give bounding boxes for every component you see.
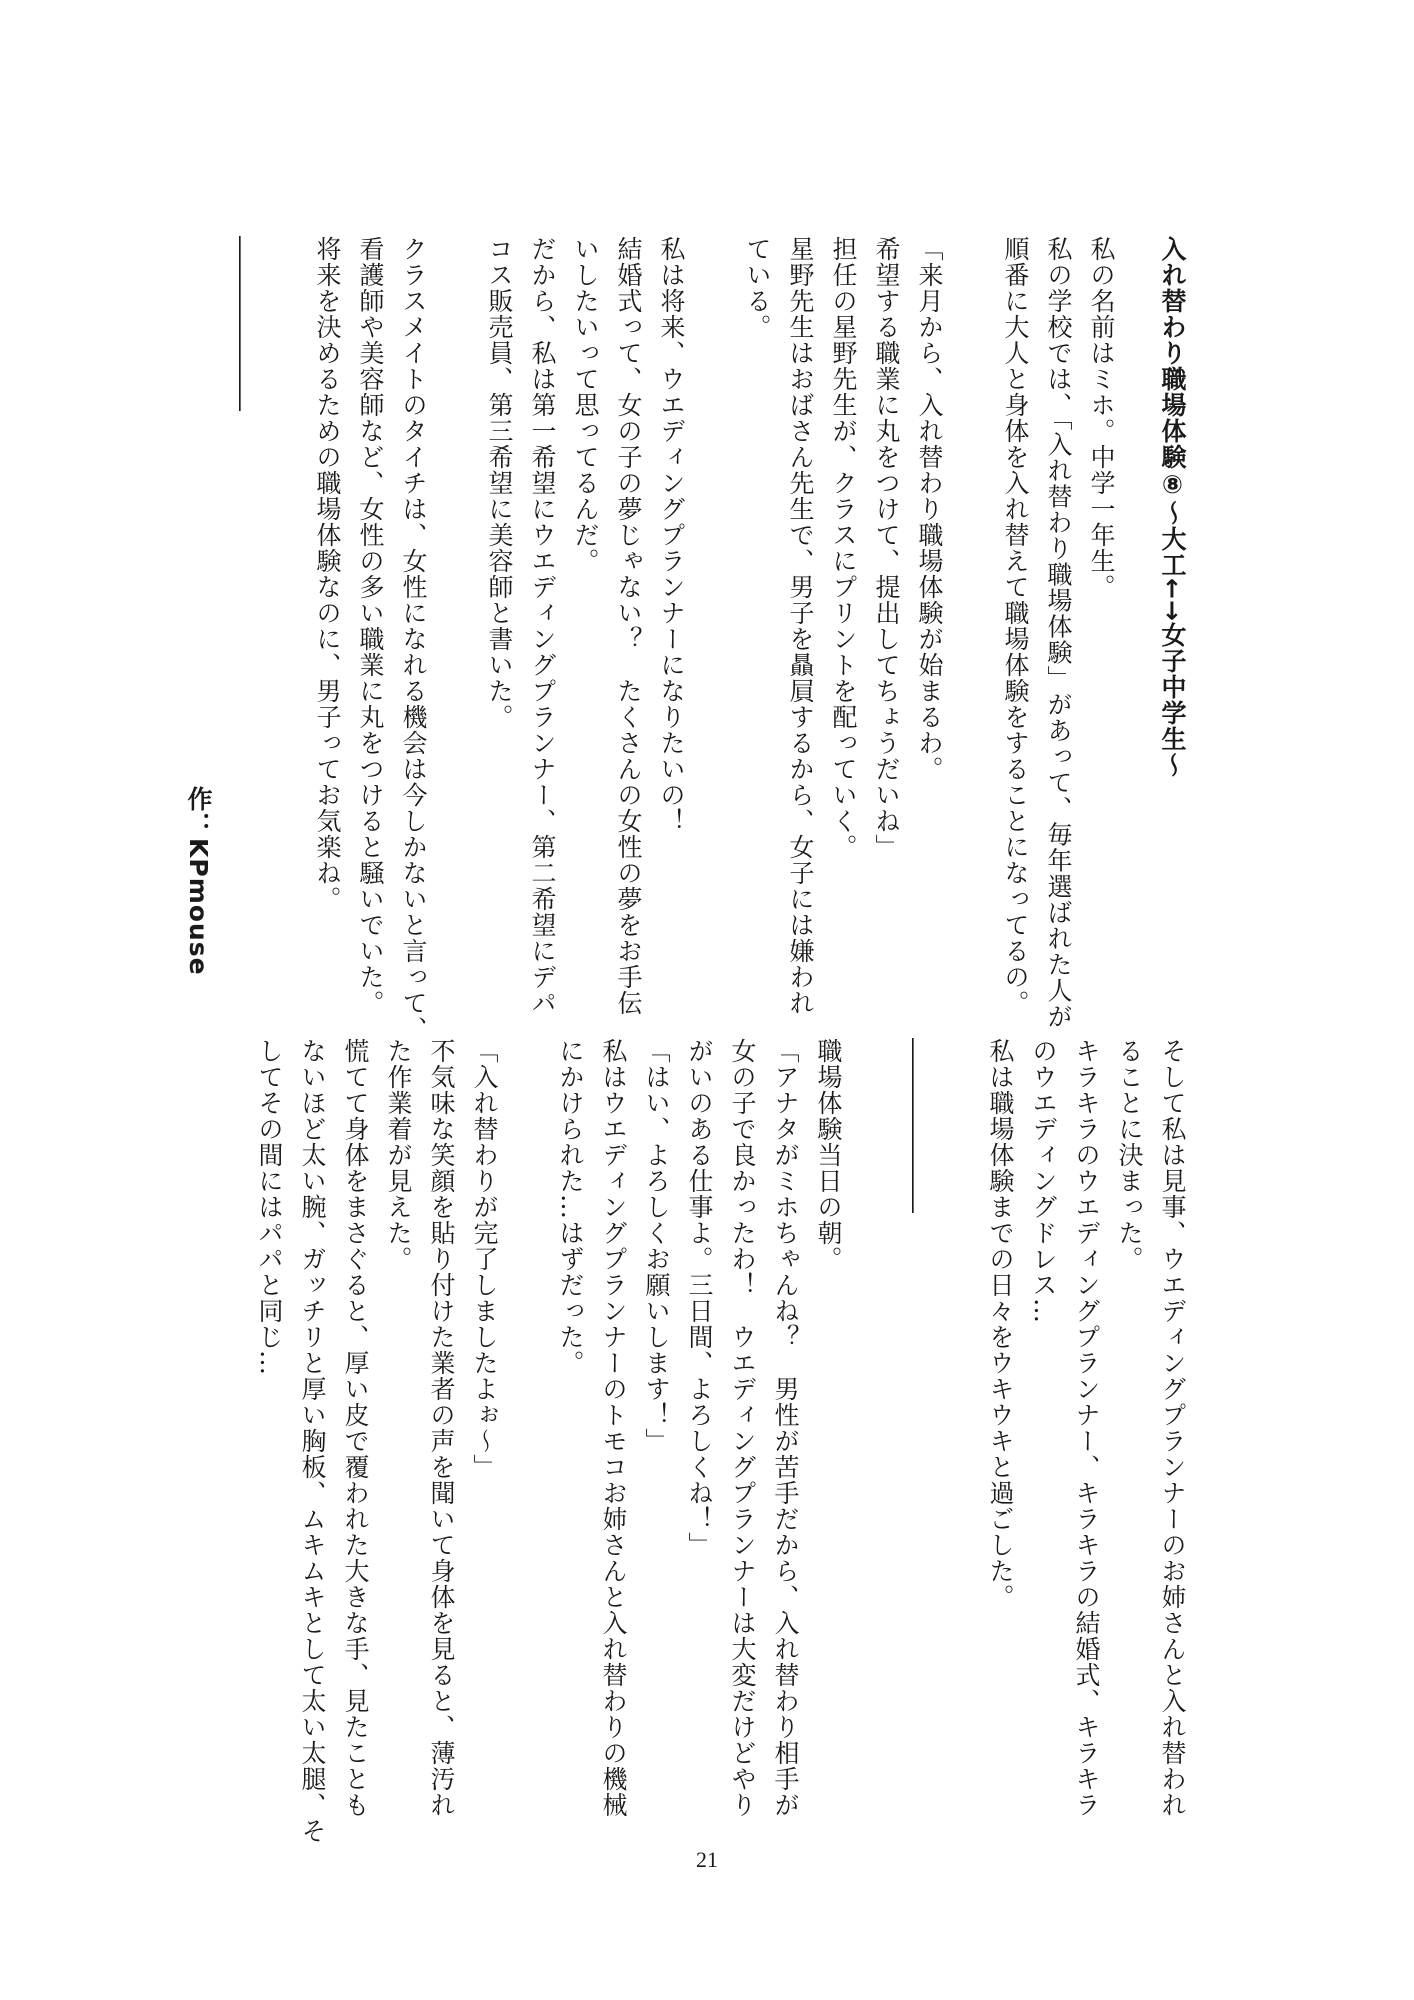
text-line: クラスメイトのタイチは、女性になれる機会は今しかないと言って、	[399, 236, 428, 1042]
text-line: のウエディングドレス…	[1029, 1038, 1058, 1324]
text-line: そして私は見事、ウエディングプランナーのお姉さんと入れ替われ	[1158, 1038, 1187, 1818]
upper-paragraphs	[220, 236, 1123, 1042]
text-line: ることに決まった。	[1115, 1038, 1144, 1272]
text-line: 私の名前はミホ。中学一年生。	[1087, 236, 1116, 600]
text-line: してその間にはパパと同じ…	[255, 1038, 284, 1376]
paragraph-gap	[693, 236, 736, 976]
lower-text-block	[184, 1038, 1194, 1844]
text-line: いしたいって思ってるんだ。	[571, 236, 600, 574]
text-line: 順番に大人と身体を入れ替えて職場体験をすることになってるの。	[1001, 236, 1030, 1016]
paragraph-gap	[850, 1038, 893, 1798]
text-line: 「アナタがミホちゃんね？ 男性が苦手だから、入れ替わり相手が	[771, 1038, 800, 1818]
text-line: 私の学校では、「入れ替わり職場体験」があって、毎年選ばれた人が	[1044, 236, 1073, 1030]
text-line: にかけられた…はずだった。	[556, 1038, 585, 1376]
paragraph-gap	[435, 236, 478, 976]
text-line: 星野先生はおばさん先生で、男子を贔屓するから、女子には嫌われ	[786, 236, 815, 1016]
author-credit: 作：KPmouse	[184, 786, 213, 976]
text-line: 私は将来、ウエディングプランナーになりたいの！	[657, 236, 686, 834]
text-line: 私は職場体験までの日々をウキウキと過ごした。	[986, 1038, 1015, 1610]
text-line: ている。	[743, 236, 772, 340]
text-line: 慌てて身体をまさぐると、厚い皮で覆われた大きな手、見たことも	[341, 1038, 370, 1818]
text-line: 「入れ替わりが完了しましたよぉ～」	[470, 1038, 499, 1480]
text-line: ないほど太い腕、ガッチリと厚い胸板、ムキムキとして太い太腿、そ	[298, 1038, 327, 1844]
paragraph-gap	[936, 1038, 979, 1798]
text-line: 希望する職業に丸をつけて、提出してちょうだいね」	[872, 236, 901, 860]
story-title: 入れ替わり職場体験⑧～大工←→女子中学生～	[1158, 236, 1187, 778]
page-number: 21	[696, 1847, 718, 1872]
text-line: 結婚式って、女の子の夢じゃない？ たくさんの女性の夢をお手伝	[614, 236, 643, 1016]
text-line: 「はい、よろしくお願いします！」	[642, 1038, 671, 1454]
text-line: た作業着が見えた。	[384, 1038, 413, 1272]
text-line: キラキラのウエディングプランナー、キラキラの結婚式、キラキラ	[1072, 1038, 1101, 1818]
text-line: だから、私は第一希望にウエディングプランナー、第二希望にデパ	[528, 236, 557, 1016]
text-line: 将来を決めるための職場体験なのに、男子ってお気楽ね。	[313, 236, 342, 912]
text-line: 担任の星野先生が、クラスにプリントを配っていく。	[829, 236, 858, 860]
text-line: 職場体験当日の朝。	[814, 1038, 843, 1272]
paragraph-gap	[263, 236, 306, 976]
text-line: 私はウエディングプランナーのトモコお姉さんと入れ替わりの機械	[599, 1038, 628, 1818]
text-line: 不気味な笑顔を貼り付けた業者の声を聞いて身体を見ると、薄汚れ	[427, 1038, 456, 1818]
upper-text-block	[184, 236, 1194, 1042]
text-line: コス販売員、第三希望に美容師と書いた。	[485, 236, 514, 730]
lower-paragraphs	[248, 1038, 1194, 1844]
paragraph-gap	[951, 236, 994, 976]
text-line: 女の子で良かったわ！ ウエディングプランナーは大変だけどやり	[728, 1038, 757, 1818]
text-line: 看護師や美容師など、女性の多い職業に丸をつけると騒いでいた。	[356, 236, 385, 1016]
section-divider: ―――――――	[900, 1038, 929, 1213]
text-line: 「来月から、入れ替わり職場体験が始まるわ。	[915, 236, 944, 782]
section-divider: ―――――――	[227, 236, 256, 411]
paragraph-gap	[506, 1038, 549, 1798]
text-line: がいのある仕事よ。三日間、よろしくね！」	[685, 1038, 714, 1558]
